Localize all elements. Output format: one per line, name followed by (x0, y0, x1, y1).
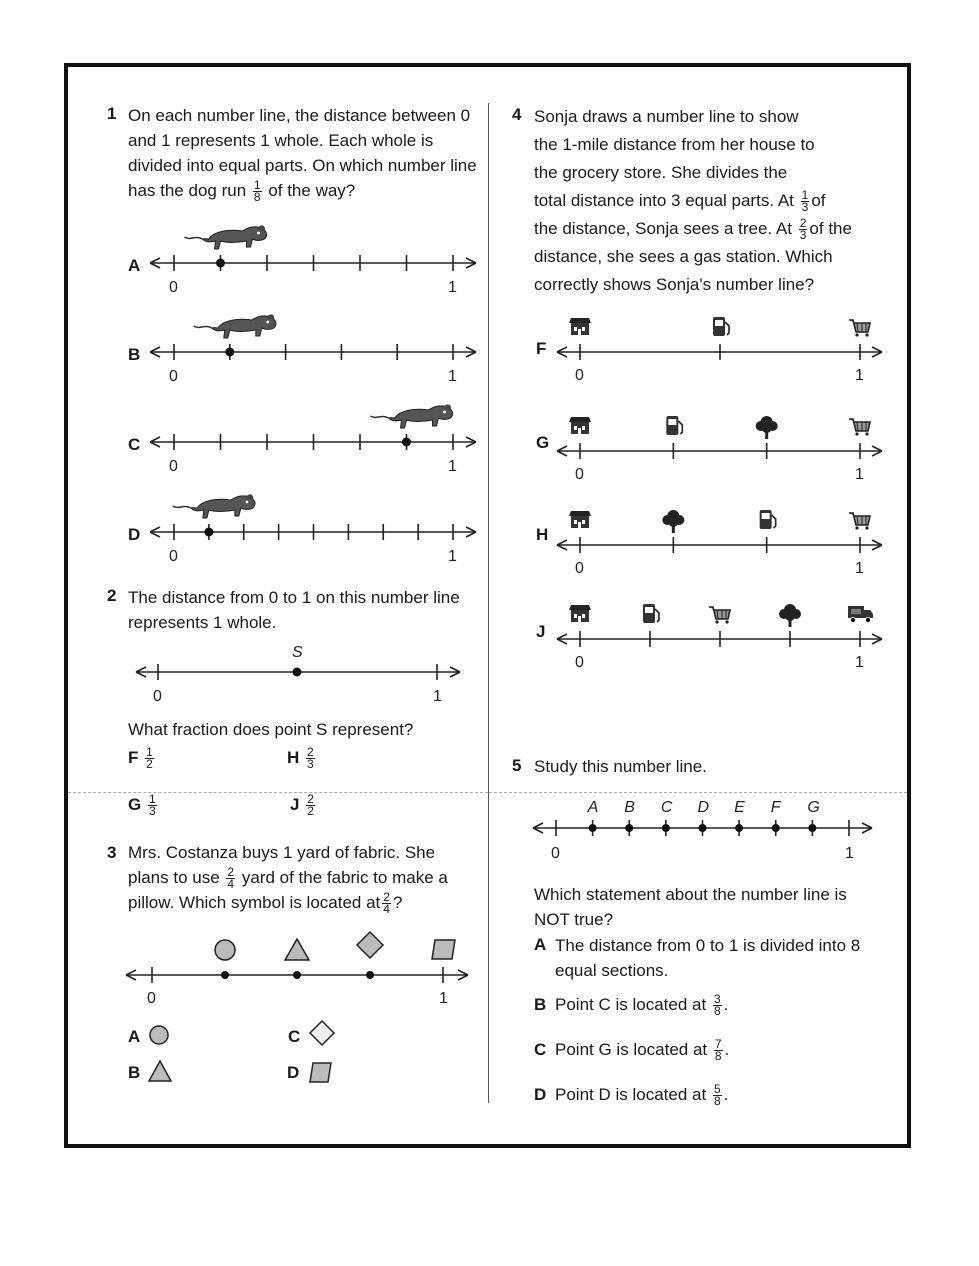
question-number: 3 (107, 843, 117, 862)
option-label[interactable]: D (128, 525, 141, 544)
choice-b[interactable]: B (534, 995, 547, 1014)
choice-f[interactable]: F $\frac{1}{2}$ (128, 745, 153, 772)
svg-text:1: 1 (439, 990, 448, 1007)
choice-a[interactable]: A (534, 935, 547, 954)
point-s-label: S (292, 644, 303, 661)
choice-b-text[interactable]: Point C is located at $\frac{3}{8}$ . (555, 992, 729, 1019)
tick-zero: 0 (169, 548, 178, 565)
question-5-stem: Study this number line. (534, 757, 707, 776)
point-label-c: C (660, 799, 673, 816)
choice-h[interactable]: H $\frac{2}{3}$ (287, 745, 314, 772)
tick-one: 1 (855, 654, 864, 671)
question-5-prompt: Which statement about the number line is NOT true? (534, 885, 847, 929)
point-label-g: G (807, 799, 820, 816)
point-label-f: F (770, 799, 781, 816)
choice-g[interactable]: G $\frac{1}{3}$ (128, 792, 156, 819)
tick-zero: 0 (169, 368, 178, 385)
question-number: 5 (512, 756, 522, 775)
choice-d[interactable]: D (534, 1085, 547, 1104)
tick-zero: 0 (575, 560, 584, 577)
choice-a[interactable]: A (128, 1027, 141, 1046)
option-label[interactable]: G (536, 433, 550, 452)
svg-text:0: 0 (147, 990, 156, 1007)
choice-c[interactable]: C (534, 1040, 547, 1059)
choice-c[interactable]: C (288, 1027, 301, 1046)
tick-one: 1 (855, 560, 864, 577)
option-label[interactable]: F (536, 339, 547, 358)
tick-zero: 0 (575, 654, 584, 671)
point-label-a: A (587, 799, 599, 816)
point-label-d: D (697, 799, 710, 816)
choice-j[interactable]: J $\frac{2}{2}$ (290, 792, 314, 819)
point-b (625, 824, 633, 832)
tick-zero: 0 (169, 458, 178, 475)
question-2-prompt: What fraction does point S represent? (128, 720, 414, 739)
question-number: 1 (107, 104, 117, 123)
tick-one: 1 (433, 688, 442, 705)
question-2-stem: The distance from 0 to 1 on this number line represents 1 whole. (128, 588, 460, 632)
tick-one: 1 (448, 279, 457, 296)
fraction: $\frac{1}{8}$ (253, 178, 261, 205)
question-number: 4 (512, 105, 522, 124)
tick-zero: 0 (575, 367, 584, 384)
tick-zero: 0 (169, 279, 178, 296)
tick-zero: 0 (575, 466, 584, 483)
point-label-e: E (734, 799, 745, 816)
option-label[interactable]: H (536, 525, 549, 544)
tick-one: 1 (855, 466, 864, 483)
question-number: 2 (107, 586, 117, 605)
option-label[interactable]: A (128, 256, 141, 275)
choice-b[interactable]: B (128, 1063, 141, 1082)
question-4-stem: Sonja draws a number line to show the 1-mile distance from her house to the grocery store. She divides the total distance into 3 equal parts. At $\frac{1}{3}$ of the distance, Sonja sees a tree. At $\frac{2}{3}$ of the distance, she sees a gas station. Which correctly shows Sonja's number line? (534, 107, 852, 294)
point-c (662, 824, 670, 832)
choice-d-text[interactable]: Point D is located at $\frac{5}{8}$ . (555, 1082, 729, 1109)
option-label[interactable]: J (536, 622, 546, 641)
tick-zero: 0 (153, 688, 162, 705)
choice-c-text[interactable]: Point G is located at $\frac{7}{8}$ . (555, 1037, 730, 1064)
option-label[interactable]: C (128, 435, 141, 454)
tick-one: 1 (448, 548, 457, 565)
point-f (772, 824, 780, 832)
svg-text:1: 1 (845, 845, 854, 862)
point-e (735, 824, 743, 832)
point-g (808, 824, 816, 832)
svg-text:0: 0 (551, 845, 560, 862)
choice-d[interactable]: D (287, 1063, 300, 1082)
stem-text: On each number line, the distance between 0 and 1 represents 1 whole. Each whole is divided into equal parts. On which number line has the dog run (128, 106, 477, 200)
tick-one: 1 (855, 367, 864, 384)
point-a (589, 824, 597, 832)
tick-one: 1 (448, 458, 457, 475)
question-3-stem: Mrs. Costanza buys 1 yard of fabric. She plans to use $\frac{2}{4}$ yard of the fabric to make a pillow. Which symbol is located at $\frac{2}{4}$ ? (128, 843, 448, 917)
point-label-b: B (624, 799, 635, 816)
option-label[interactable]: B (128, 345, 141, 364)
tick-one: 1 (448, 368, 457, 385)
stem-end: of the way? (268, 181, 356, 200)
choice-a-text[interactable]: The distance from 0 to 1 is divided into 8 equal sections. (555, 936, 861, 980)
point-d (699, 824, 707, 832)
